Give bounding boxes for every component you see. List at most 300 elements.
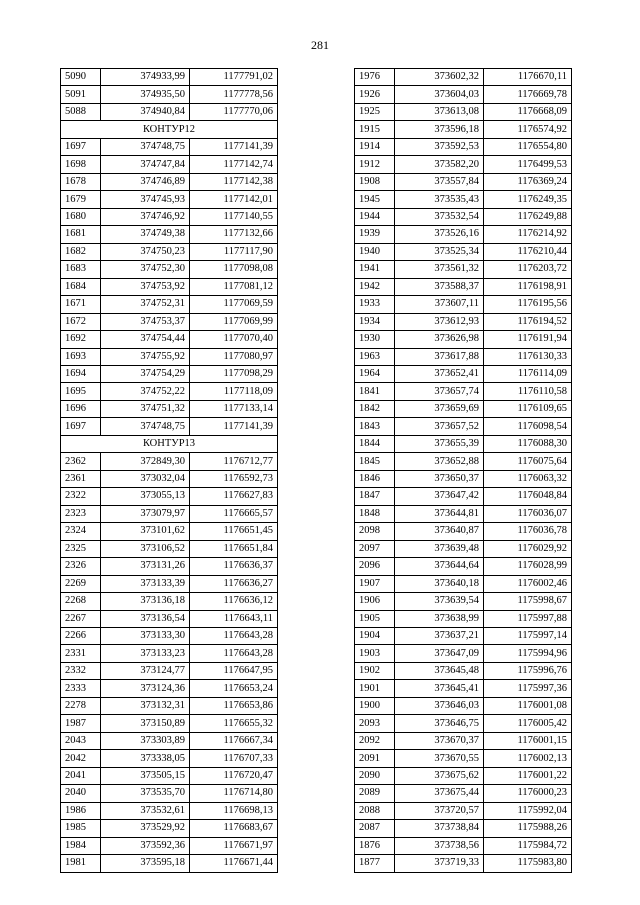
x-coordinate-cell: 374752,31 (101, 296, 190, 313)
y-coordinate-cell: 1177142,74 (190, 156, 278, 173)
x-coordinate-cell: 373124,77 (101, 662, 190, 679)
point-id-cell: 2333 (61, 680, 101, 697)
point-id-cell: 1876 (355, 837, 395, 854)
y-coordinate-cell: 1176720,47 (190, 767, 278, 784)
y-coordinate-cell: 1176671,97 (190, 837, 278, 854)
table-row (61, 86, 278, 103)
point-id-cell: 2332 (61, 662, 101, 679)
x-coordinate-cell: 373646,03 (395, 697, 484, 714)
x-coordinate-cell: 373561,32 (395, 261, 484, 278)
point-id-cell: 2043 (61, 732, 101, 749)
point-id-cell: 2097 (355, 540, 395, 557)
x-coordinate-cell: 373613,08 (395, 103, 484, 120)
point-id-cell: 1693 (61, 348, 101, 365)
point-id-cell: 1901 (355, 680, 395, 697)
y-coordinate-cell: 1176249,35 (484, 191, 572, 208)
table-row (61, 837, 278, 854)
point-id-cell: 2323 (61, 505, 101, 522)
y-coordinate-cell: 1175994,96 (484, 645, 572, 662)
y-coordinate-cell: 1176195,56 (484, 296, 572, 313)
y-coordinate-cell: 1176088,30 (484, 435, 572, 452)
x-coordinate-cell: 374746,89 (101, 173, 190, 190)
point-id-cell: 1986 (61, 802, 101, 819)
y-coordinate-cell: 1176653,24 (190, 680, 278, 697)
table-row (61, 418, 278, 435)
table-row (355, 802, 572, 819)
point-id-cell: 2331 (61, 645, 101, 662)
y-coordinate-cell: 1176063,32 (484, 470, 572, 487)
y-coordinate-cell: 1176110,58 (484, 383, 572, 400)
table-row (61, 348, 278, 365)
x-coordinate-cell: 373670,37 (395, 732, 484, 749)
y-coordinate-cell: 1176214,92 (484, 226, 572, 243)
x-coordinate-cell: 373596,18 (395, 121, 484, 138)
point-id-cell: 2326 (61, 558, 101, 575)
point-id-cell: 2362 (61, 453, 101, 470)
table-row (61, 138, 278, 155)
y-coordinate-cell: 1176683,67 (190, 820, 278, 837)
table-row (355, 558, 572, 575)
x-coordinate-cell: 373106,52 (101, 540, 190, 557)
point-id-cell: 1680 (61, 208, 101, 225)
y-coordinate-cell: 1175997,14 (484, 628, 572, 645)
point-id-cell: 1906 (355, 593, 395, 610)
point-id-cell: 2093 (355, 715, 395, 732)
table-row (355, 156, 572, 173)
y-coordinate-cell: 1176075,64 (484, 453, 572, 470)
y-coordinate-cell: 1176651,84 (190, 540, 278, 557)
table-row (355, 715, 572, 732)
point-id-cell: 1843 (355, 418, 395, 435)
y-coordinate-cell: 1176647,95 (190, 662, 278, 679)
section-header-row (61, 121, 278, 138)
x-coordinate-cell: 373535,70 (101, 785, 190, 802)
x-coordinate-cell: 373640,87 (395, 523, 484, 540)
x-coordinate-cell: 373592,53 (395, 138, 484, 155)
x-coordinate-cell: 373637,21 (395, 628, 484, 645)
x-coordinate-cell: 374750,23 (101, 243, 190, 260)
point-id-cell: 1908 (355, 173, 395, 190)
x-coordinate-cell: 373738,84 (395, 820, 484, 837)
x-coordinate-cell: 373124,36 (101, 680, 190, 697)
table-row (355, 523, 572, 540)
x-coordinate-cell: 373136,54 (101, 610, 190, 627)
table-row (355, 365, 572, 382)
y-coordinate-cell: 1176698,13 (190, 802, 278, 819)
y-coordinate-cell: 1177117,90 (190, 243, 278, 260)
x-coordinate-cell: 373150,89 (101, 715, 190, 732)
y-coordinate-cell: 1177118,09 (190, 383, 278, 400)
y-coordinate-cell: 1176002,13 (484, 750, 572, 767)
x-coordinate-cell: 373529,92 (101, 820, 190, 837)
point-id-cell: 1698 (61, 156, 101, 173)
x-coordinate-cell: 374935,50 (101, 86, 190, 103)
table-row (355, 86, 572, 103)
point-id-cell: 2041 (61, 767, 101, 784)
table-row (61, 715, 278, 732)
table-row (61, 470, 278, 487)
table-row (61, 261, 278, 278)
table-row (355, 645, 572, 662)
table-row (355, 680, 572, 697)
table-row (355, 173, 572, 190)
table-row (355, 435, 572, 452)
y-coordinate-cell: 1176198,91 (484, 278, 572, 295)
table-row (355, 837, 572, 854)
y-coordinate-cell: 1176036,78 (484, 523, 572, 540)
point-id-cell: 1847 (355, 488, 395, 505)
y-coordinate-cell: 1176029,92 (484, 540, 572, 557)
point-id-cell: 2268 (61, 593, 101, 610)
point-id-cell: 1912 (355, 156, 395, 173)
table-row (61, 208, 278, 225)
x-coordinate-cell: 374753,92 (101, 278, 190, 295)
point-id-cell: 5091 (61, 86, 101, 103)
y-coordinate-cell: 1176098,54 (484, 418, 572, 435)
table-row (61, 505, 278, 522)
table-row (61, 680, 278, 697)
table-row (355, 226, 572, 243)
x-coordinate-cell: 373602,32 (395, 69, 484, 86)
x-coordinate-cell: 373101,62 (101, 523, 190, 540)
point-id-cell: 1963 (355, 348, 395, 365)
y-coordinate-cell: 1176203,72 (484, 261, 572, 278)
point-id-cell: 1842 (355, 400, 395, 417)
point-id-cell: 5088 (61, 103, 101, 120)
x-coordinate-cell: 374940,84 (101, 103, 190, 120)
x-coordinate-cell: 373133,23 (101, 645, 190, 662)
point-id-cell: 1925 (355, 103, 395, 120)
y-coordinate-cell: 1176643,28 (190, 628, 278, 645)
x-coordinate-cell: 374754,29 (101, 365, 190, 382)
x-coordinate-cell: 373652,41 (395, 365, 484, 382)
point-id-cell: 1985 (61, 820, 101, 837)
x-coordinate-cell: 373132,31 (101, 697, 190, 714)
point-id-cell: 2278 (61, 697, 101, 714)
point-id-cell: 1942 (355, 278, 395, 295)
x-coordinate-cell: 374755,92 (101, 348, 190, 365)
y-coordinate-cell: 1176001,15 (484, 732, 572, 749)
point-id-cell: 1684 (61, 278, 101, 295)
x-coordinate-cell: 373136,18 (101, 593, 190, 610)
table-row (61, 296, 278, 313)
point-id-cell: 1671 (61, 296, 101, 313)
y-coordinate-cell: 1175984,72 (484, 837, 572, 854)
table-row (355, 103, 572, 120)
section-title: КОНТУР12 (61, 121, 278, 138)
section-title: КОНТУР13 (61, 435, 278, 452)
point-id-cell: 1695 (61, 383, 101, 400)
point-id-cell: 1987 (61, 715, 101, 732)
table-row (355, 121, 572, 138)
point-id-cell: 1926 (355, 86, 395, 103)
table-row (355, 767, 572, 784)
point-id-cell: 1902 (355, 662, 395, 679)
x-coordinate-cell: 373638,99 (395, 610, 484, 627)
y-coordinate-cell: 1177141,39 (190, 418, 278, 435)
table-row (355, 505, 572, 522)
y-coordinate-cell: 1176001,08 (484, 697, 572, 714)
point-id-cell: 5090 (61, 69, 101, 86)
table-row (355, 855, 572, 872)
point-id-cell: 1941 (355, 261, 395, 278)
y-coordinate-cell: 1176249,88 (484, 208, 572, 225)
page-number: 281 (311, 38, 329, 52)
point-id-cell: 1939 (355, 226, 395, 243)
y-coordinate-cell: 1177070,40 (190, 331, 278, 348)
point-id-cell: 1905 (355, 610, 395, 627)
y-coordinate-cell: 1176627,83 (190, 488, 278, 505)
x-coordinate-cell: 373526,16 (395, 226, 484, 243)
y-coordinate-cell: 1176636,37 (190, 558, 278, 575)
x-coordinate-cell: 373645,41 (395, 680, 484, 697)
table-row (355, 820, 572, 837)
point-id-cell: 1930 (355, 331, 395, 348)
point-id-cell: 1907 (355, 575, 395, 592)
table-row (61, 278, 278, 295)
x-coordinate-cell: 373588,37 (395, 278, 484, 295)
x-coordinate-cell: 373670,55 (395, 750, 484, 767)
y-coordinate-cell: 1176592,73 (190, 470, 278, 487)
x-coordinate-cell: 372849,30 (101, 453, 190, 470)
table-row (61, 103, 278, 120)
x-coordinate-cell: 373055,13 (101, 488, 190, 505)
y-coordinate-cell: 1177142,01 (190, 191, 278, 208)
point-id-cell: 1877 (355, 855, 395, 872)
x-coordinate-cell: 373595,18 (101, 855, 190, 872)
table-row (355, 69, 572, 86)
table-row (61, 558, 278, 575)
table-row (61, 243, 278, 260)
table-row (355, 453, 572, 470)
table-row (61, 488, 278, 505)
x-coordinate-cell: 373133,30 (101, 628, 190, 645)
point-id-cell: 2266 (61, 628, 101, 645)
coordinates-table-left (60, 68, 278, 873)
table-row (355, 697, 572, 714)
point-id-cell: 1694 (61, 365, 101, 382)
x-coordinate-cell: 373719,33 (395, 855, 484, 872)
y-coordinate-cell: 1176574,92 (484, 121, 572, 138)
point-id-cell: 2325 (61, 540, 101, 557)
coordinates-table-right (354, 68, 572, 873)
point-id-cell: 1696 (61, 400, 101, 417)
point-id-cell: 2361 (61, 470, 101, 487)
table-row (61, 767, 278, 784)
x-coordinate-cell: 373647,09 (395, 645, 484, 662)
x-coordinate-cell: 374747,84 (101, 156, 190, 173)
y-coordinate-cell: 1175983,80 (484, 855, 572, 872)
y-coordinate-cell: 1177080,97 (190, 348, 278, 365)
x-coordinate-cell: 373640,18 (395, 575, 484, 592)
point-id-cell: 2324 (61, 523, 101, 540)
point-id-cell: 2096 (355, 558, 395, 575)
x-coordinate-cell: 373738,56 (395, 837, 484, 854)
y-coordinate-cell: 1176636,27 (190, 575, 278, 592)
point-id-cell: 1934 (355, 313, 395, 330)
table-row (355, 662, 572, 679)
y-coordinate-cell: 1175998,67 (484, 593, 572, 610)
point-id-cell: 1945 (355, 191, 395, 208)
table-row (61, 785, 278, 802)
point-id-cell: 2091 (355, 750, 395, 767)
point-id-cell: 2092 (355, 732, 395, 749)
x-coordinate-cell: 373655,39 (395, 435, 484, 452)
y-coordinate-cell: 1177081,12 (190, 278, 278, 295)
table-row (61, 750, 278, 767)
y-coordinate-cell: 1176714,80 (190, 785, 278, 802)
table-row (355, 593, 572, 610)
y-coordinate-cell: 1176000,23 (484, 785, 572, 802)
table-row (61, 540, 278, 557)
table-row (355, 785, 572, 802)
table-row (61, 383, 278, 400)
x-coordinate-cell: 373652,88 (395, 453, 484, 470)
y-coordinate-cell: 1176499,53 (484, 156, 572, 173)
point-id-cell: 1679 (61, 191, 101, 208)
table-row (355, 732, 572, 749)
x-coordinate-cell: 373647,42 (395, 488, 484, 505)
table-row (61, 400, 278, 417)
x-coordinate-cell: 373535,43 (395, 191, 484, 208)
table-row (61, 732, 278, 749)
table-row (61, 365, 278, 382)
x-coordinate-cell: 374746,92 (101, 208, 190, 225)
y-coordinate-cell: 1176048,84 (484, 488, 572, 505)
x-coordinate-cell: 373626,98 (395, 331, 484, 348)
y-coordinate-cell: 1175997,88 (484, 610, 572, 627)
table-row (355, 470, 572, 487)
table-row (355, 488, 572, 505)
x-coordinate-cell: 373133,39 (101, 575, 190, 592)
point-id-cell: 2090 (355, 767, 395, 784)
y-coordinate-cell: 1176707,33 (190, 750, 278, 767)
y-coordinate-cell: 1176028,99 (484, 558, 572, 575)
point-id-cell: 1981 (61, 855, 101, 872)
y-coordinate-cell: 1176712,77 (190, 453, 278, 470)
x-coordinate-cell: 373532,54 (395, 208, 484, 225)
y-coordinate-cell: 1176668,09 (484, 103, 572, 120)
y-coordinate-cell: 1177069,59 (190, 296, 278, 313)
x-coordinate-cell: 373079,97 (101, 505, 190, 522)
table-row (61, 226, 278, 243)
point-id-cell: 1678 (61, 173, 101, 190)
table-row (355, 296, 572, 313)
x-coordinate-cell: 373644,81 (395, 505, 484, 522)
table-row (355, 243, 572, 260)
section-header-row (61, 435, 278, 452)
table-row (61, 453, 278, 470)
table-row (61, 802, 278, 819)
y-coordinate-cell: 1177132,66 (190, 226, 278, 243)
table-row (355, 575, 572, 592)
x-coordinate-cell: 373032,04 (101, 470, 190, 487)
table-row (61, 523, 278, 540)
y-coordinate-cell: 1175997,36 (484, 680, 572, 697)
x-coordinate-cell: 373720,57 (395, 802, 484, 819)
x-coordinate-cell: 373675,62 (395, 767, 484, 784)
point-id-cell: 2042 (61, 750, 101, 767)
x-coordinate-cell: 373532,61 (101, 802, 190, 819)
x-coordinate-cell: 373646,75 (395, 715, 484, 732)
x-coordinate-cell: 374745,93 (101, 191, 190, 208)
point-id-cell: 1845 (355, 453, 395, 470)
y-coordinate-cell: 1177098,29 (190, 365, 278, 382)
y-coordinate-cell: 1176665,57 (190, 505, 278, 522)
y-coordinate-cell: 1176194,52 (484, 313, 572, 330)
table-row (355, 278, 572, 295)
x-coordinate-cell: 373657,74 (395, 383, 484, 400)
x-coordinate-cell: 373505,15 (101, 767, 190, 784)
x-coordinate-cell: 373582,20 (395, 156, 484, 173)
x-coordinate-cell: 374748,75 (101, 138, 190, 155)
table-row (61, 628, 278, 645)
point-id-cell: 2089 (355, 785, 395, 802)
table-row (355, 400, 572, 417)
table-row (355, 750, 572, 767)
x-coordinate-cell: 374753,37 (101, 313, 190, 330)
y-coordinate-cell: 1177770,06 (190, 103, 278, 120)
x-coordinate-cell: 374752,22 (101, 383, 190, 400)
y-coordinate-cell: 1176655,32 (190, 715, 278, 732)
point-id-cell: 2087 (355, 820, 395, 837)
y-coordinate-cell: 1176001,22 (484, 767, 572, 784)
point-id-cell: 1844 (355, 435, 395, 452)
point-id-cell: 1976 (355, 69, 395, 86)
table-row (61, 69, 278, 86)
point-id-cell: 1900 (355, 697, 395, 714)
table-row (61, 610, 278, 627)
y-coordinate-cell: 1176191,94 (484, 331, 572, 348)
x-coordinate-cell: 373650,37 (395, 470, 484, 487)
point-id-cell: 1683 (61, 261, 101, 278)
x-coordinate-cell: 373131,26 (101, 558, 190, 575)
table-row (61, 313, 278, 330)
table-row (61, 191, 278, 208)
point-id-cell: 1984 (61, 837, 101, 854)
table-row (355, 628, 572, 645)
table-row (61, 697, 278, 714)
point-id-cell: 1697 (61, 418, 101, 435)
y-coordinate-cell: 1176671,44 (190, 855, 278, 872)
x-coordinate-cell: 374748,75 (101, 418, 190, 435)
x-coordinate-cell: 374752,30 (101, 261, 190, 278)
table-row (355, 348, 572, 365)
table-row (355, 331, 572, 348)
x-coordinate-cell: 373557,84 (395, 173, 484, 190)
point-id-cell: 1846 (355, 470, 395, 487)
y-coordinate-cell: 1176670,11 (484, 69, 572, 86)
point-id-cell: 1672 (61, 313, 101, 330)
point-id-cell: 2088 (355, 802, 395, 819)
y-coordinate-cell: 1176002,46 (484, 575, 572, 592)
y-coordinate-cell: 1176667,34 (190, 732, 278, 749)
point-id-cell: 2267 (61, 610, 101, 627)
table-row (61, 593, 278, 610)
y-coordinate-cell: 1176653,86 (190, 697, 278, 714)
x-coordinate-cell: 373338,05 (101, 750, 190, 767)
table-row (355, 383, 572, 400)
y-coordinate-cell: 1177142,38 (190, 173, 278, 190)
point-id-cell: 2040 (61, 785, 101, 802)
y-coordinate-cell: 1176130,33 (484, 348, 572, 365)
x-coordinate-cell: 373592,36 (101, 837, 190, 854)
y-coordinate-cell: 1177069,99 (190, 313, 278, 330)
table-row (61, 156, 278, 173)
x-coordinate-cell: 373525,34 (395, 243, 484, 260)
y-coordinate-cell: 1177133,14 (190, 400, 278, 417)
table-row (61, 820, 278, 837)
